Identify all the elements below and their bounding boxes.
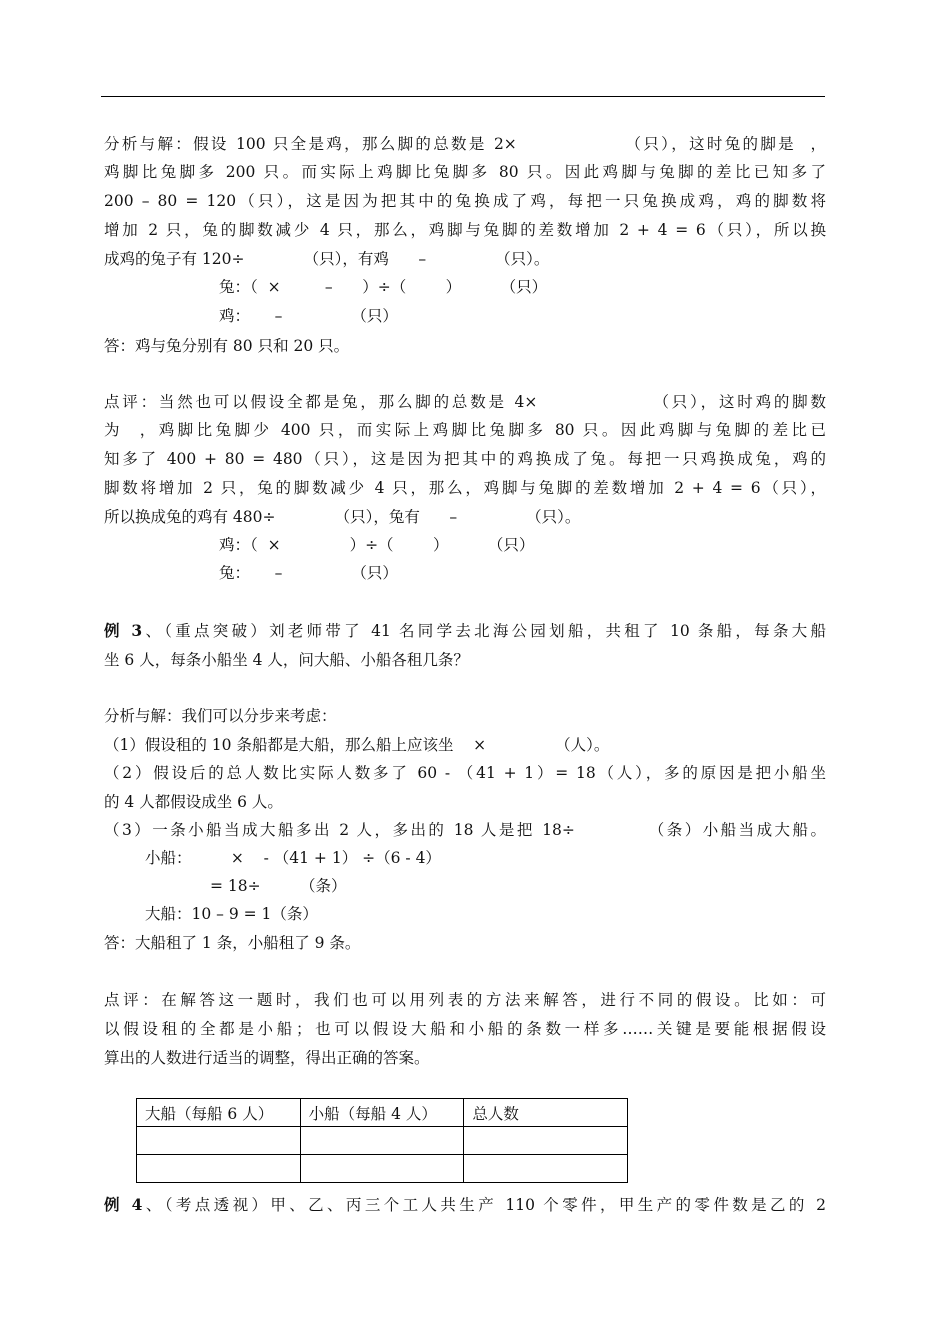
comment-3-line-2: 以假设租的全都是小船；也可以假设大船和小船的条数一样多……关键是要能根据假设 bbox=[104, 1020, 826, 1038]
table-header-cell: 小船（每船 4 人） bbox=[300, 1099, 464, 1127]
table-header-cell: 总人数 bbox=[464, 1099, 628, 1127]
table-cell bbox=[464, 1155, 628, 1183]
table-header-cell: 大船（每船 6 人） bbox=[137, 1099, 301, 1127]
table-row bbox=[137, 1127, 628, 1155]
example-3-text: 、（重点突破）刘老师带了 41 名同学去北海公园划船，共租了 10 条船，每条大船 bbox=[142, 622, 826, 640]
answer-3: 答：大船租了 1 条，小船租了 9 条。 bbox=[104, 934, 361, 952]
analysis-line-5: 成鸡的兔子有 120÷ （只），有鸡 – （只）。 bbox=[104, 250, 550, 268]
comment-line-5: 所以换成兔的鸡有 480÷ （只），兔有 – （只）。 bbox=[104, 508, 581, 526]
table-cell bbox=[300, 1127, 464, 1155]
table-cell bbox=[300, 1155, 464, 1183]
example-4-label: 例 4 bbox=[104, 1195, 143, 1214]
chicken-formula: 鸡： – （只） bbox=[219, 307, 398, 325]
comment-line-4: 脚数将增加 2 只，兔的脚数减少 4 只，那么，鸡脚与兔脚的差数增加 2 + 4 = 6（只）， bbox=[104, 479, 826, 497]
rabbit-formula-2: 兔： – （只） bbox=[219, 564, 398, 582]
analysis-3-step-1: （1）假设租的 10 条船都是大船，那么船上应该坐 × （人）。 bbox=[104, 736, 610, 754]
example-3-line-2: 坐 6 人，每条小船坐 4 人，问大船、小船各租几条？ bbox=[104, 651, 469, 669]
header-rule bbox=[101, 96, 825, 97]
boat-table bbox=[136, 1098, 628, 1183]
table-cell bbox=[137, 1155, 301, 1183]
example-4-text: 、（考点透视）甲、乙、丙三个工人共生产 110 个零件，甲生产的零件数是乙的 2 bbox=[142, 1196, 826, 1214]
big-boat-formula: 大船：10 – 9 = 1（条） bbox=[145, 905, 318, 923]
table-header-row bbox=[137, 1099, 628, 1127]
comment-3-line-1: 点评：在解答这一题时，我们也可以用列表的方法来解答，进行不同的假设。比如：可 bbox=[104, 991, 826, 1009]
chicken-formula-2: 鸡：（ × ）÷（ ） （只） bbox=[219, 536, 535, 554]
analysis-line-2: 鸡脚比兔脚多 200 只。而实际上鸡脚比兔脚多 80 只。因此鸡脚与兔脚的差比已知多了 bbox=[104, 163, 826, 181]
example-4-line-1 bbox=[104, 1195, 826, 1217]
analysis-3-step-2-cont: 的 4 人都假设成坐 6 人。 bbox=[104, 793, 283, 811]
analysis-3-line-1: 分析与解：我们可以分步来考虑： bbox=[104, 707, 337, 725]
analysis-line-3: 200 – 80 = 120（只），这是因为把其中的兔换成了鸡，每把一只兔换成鸡，鸡的脚数将 bbox=[104, 192, 826, 210]
example-3-label: 例 3 bbox=[104, 621, 143, 640]
analysis-line-4: 增加 2 只，兔的脚数减少 4 只，那么，鸡脚与兔脚的差数增加 2 + 4 = 6（只），所以换 bbox=[104, 221, 826, 239]
small-boat-result: = 18÷ （条） bbox=[210, 877, 347, 895]
table-cell bbox=[137, 1127, 301, 1155]
analysis-3-step-2: （2）假设后的总人数比实际人数多了 60 - （41 + 1）= 18（人），多的原因是把小船坐 bbox=[104, 764, 826, 782]
small-boat-formula: 小船： × - （41 + 1） ÷（6 - 4） bbox=[145, 849, 441, 867]
table-row bbox=[137, 1155, 628, 1183]
analysis-3-step-3: （3）一条小船当成大船多出 2 人，多出的 18 人是把 18÷ （条）小船当成大船。 bbox=[104, 821, 826, 839]
table-cell bbox=[464, 1127, 628, 1155]
answer-1: 答：鸡与兔分别有 80 只和 20 只。 bbox=[104, 337, 350, 355]
comment-line-3: 知多了 400 + 80 = 480（只），这是因为把其中的鸡换成了兔。每把一只鸡换成兔，鸡的 bbox=[104, 450, 826, 468]
rabbit-formula: 兔：（ × – ）÷（ ） （只） bbox=[219, 278, 548, 296]
comment-line-1: 点评：当然也可以假设全都是兔，那么脚的总数是 4× （只），这时鸡的脚数 bbox=[104, 393, 826, 411]
comment-line-2: 为 ，鸡脚比兔脚少 400 只，而实际上鸡脚比兔脚多 80 只。因此鸡脚与兔脚的差比已 bbox=[104, 421, 826, 439]
analysis-line-1: 分析与解：假设 100 只全是鸡，那么脚的总数是 2× （只），这时兔的脚是 ， bbox=[104, 135, 826, 153]
comment-3-line-3: 算出的人数进行适当的调整，得出正确的答案。 bbox=[104, 1049, 430, 1067]
example-3-line-1 bbox=[104, 621, 826, 643]
